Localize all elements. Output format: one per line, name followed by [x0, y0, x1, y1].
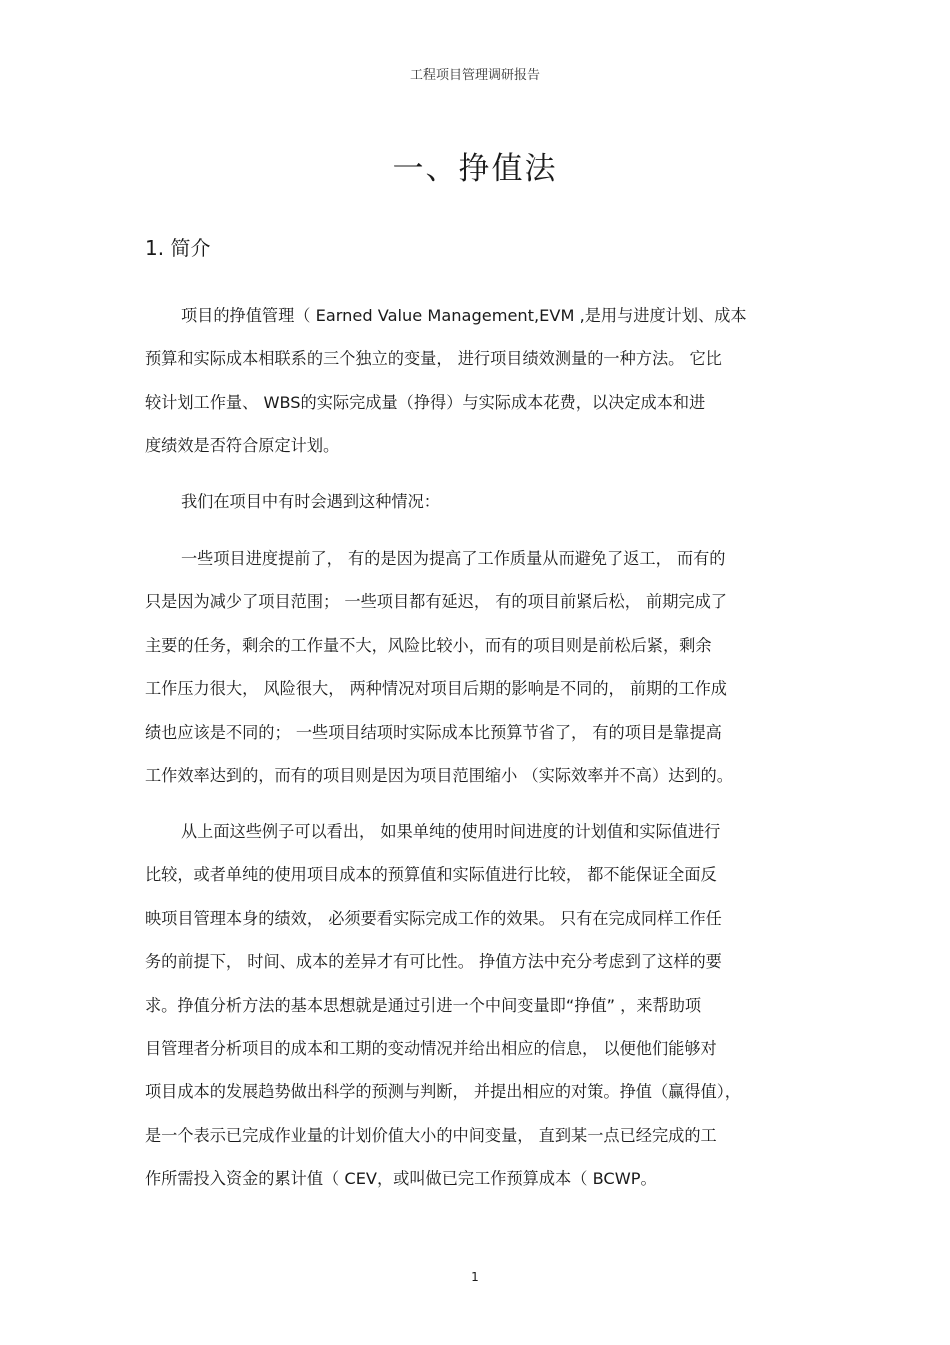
page-number: 1 [471, 1270, 479, 1284]
text-line: 从上面这些例子可以看出， 如果单纯的使用时间进度的计划值和实际值进行 [181, 822, 721, 841]
paragraph-situation-intro [145, 480, 810, 523]
text-line: 目管理者分析项目的成本和工期的变动情况并给出相应的信息， 以便他们能够对 [145, 1039, 717, 1059]
paragraph-evm-intro [145, 294, 810, 468]
text-line: 绩也应该是不同的； 一些项目结项时实际成本比预算节省了， 有的项目是靠提高 [145, 722, 722, 742]
paragraph-earned-value-concept [145, 810, 810, 1201]
text-line: 度绩效是否符合原定计划。 [145, 436, 340, 456]
paragraph-project-examples [145, 537, 810, 797]
text-line: 一些项目进度提前了， 有的是因为提高了工作质量从而避免了返工， 而有的 [181, 549, 726, 568]
text-line: 较计划工作量、 WBS的实际完成量（挣得）与实际成本花费，以决定成本和进 [145, 392, 706, 412]
text-line: 工作压力很大， 风险很大， 两种情况对项目后期的影响是不同的， 前期的工作成 [145, 679, 727, 699]
text-line: 映项目管理本身的绩效， 必须要看实际完成工作的效果。 只有在完成同样工作任 [145, 908, 722, 928]
text-line: 我们在项目中有时会遇到这种情况： [181, 492, 440, 511]
chapter-title: 一、挣值法 [392, 151, 558, 187]
text-line: 求。挣值分析方法的基本思想就是通过引进一个中间变量即“挣值” ，来帮助项 [145, 995, 702, 1015]
running-header: 工程项目管理调研报告 [409, 68, 540, 83]
text-line: 比较，或者单纯的使用项目成本的预算值和实际值进行比较， 都不能保证全面反 [145, 865, 717, 885]
section-heading: 1. 简介 [145, 236, 211, 260]
text-line: 主要的任务，剩余的工作量不大，风险比较小，而有的项目则是前松后紧，剩余 [145, 635, 712, 655]
text-line: 预算和实际成本相联系的三个独立的变量， 进行项目绩效测量的一种方法。 它比 [145, 349, 722, 369]
text-line: 务的前提下， 时间、成本的差异才有可比性。 挣值方法中充分考虑到了这样的要 [145, 952, 722, 972]
text-line: 只是因为减少了项目范围； 一些项目都有延迟， 有的项目前紧后松， 前期完成了 [145, 592, 727, 612]
text-line: 作所需投入资金的累计值（ CEV，或叫做已完工作预算成本（ BCWP。 [145, 1169, 657, 1189]
text-line: 项目成本的发展趋势做出科学的预测与判断， 并提出相应的对策。挣值（赢得值）， [145, 1082, 741, 1102]
text-line: 项目的挣值管理（ Earned Value Management,EVM ,是用与进度计划、成本 [181, 306, 747, 325]
text-line: 是一个表示已完成作业量的计划价值大小的中间变量， 直到某一点已经完成的工 [145, 1125, 717, 1145]
text-line: 工作效率达到的，而有的项目则是因为项目范围缩小 （实际效率并不高）达到的。 [145, 766, 733, 786]
